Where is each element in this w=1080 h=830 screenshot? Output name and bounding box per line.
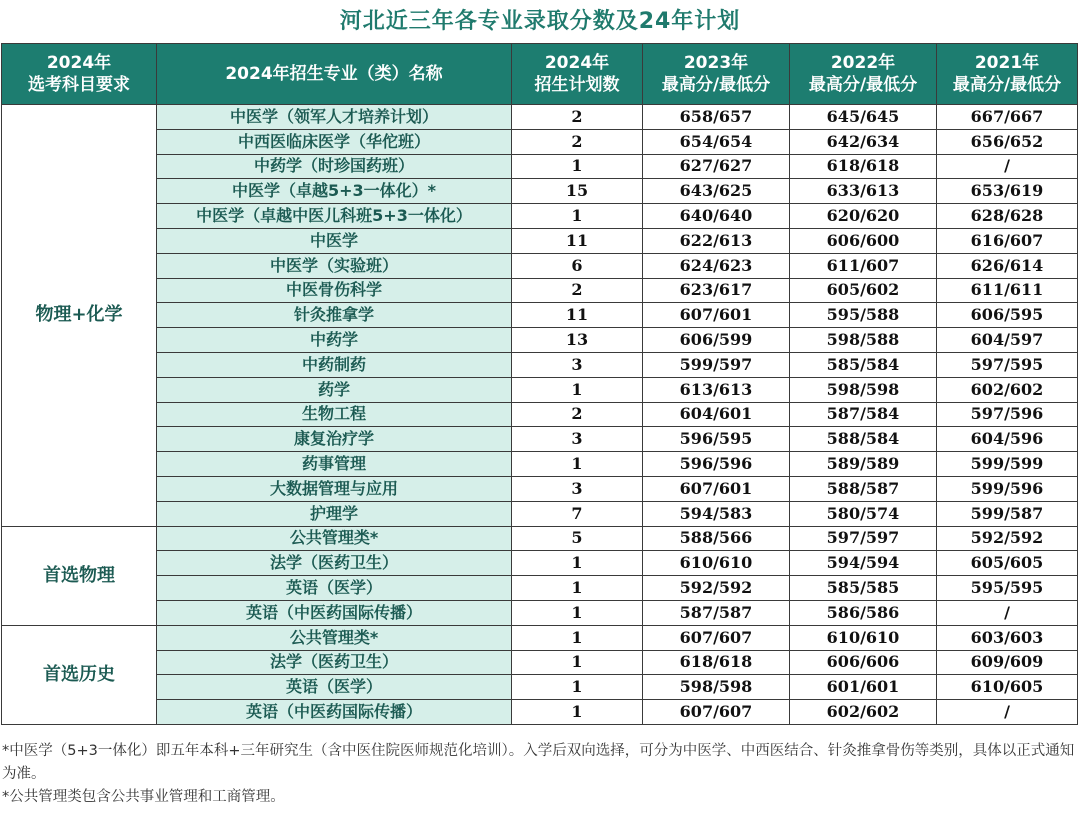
score-2021-cell: 605/605 [937, 551, 1078, 576]
table-row [2, 476, 1078, 501]
score-2023-cell: 607/601 [643, 303, 790, 328]
score-2022-cell: 601/601 [790, 675, 937, 700]
score-2021-cell: 599/599 [937, 452, 1078, 477]
score-2021-cell: 653/619 [937, 179, 1078, 204]
score-2023-cell: 592/592 [643, 576, 790, 601]
table-row [2, 501, 1078, 526]
score-2022-cell: 645/645 [790, 105, 937, 130]
score-2023-cell: 607/601 [643, 476, 790, 501]
plan-cell: 3 [512, 352, 643, 377]
plan-cell: 1 [512, 452, 643, 477]
footnote-2: *公共管理类包含公共事业管理和工商管理。 [2, 789, 285, 805]
table-row [2, 650, 1078, 675]
subject-group-cell: 首选物理 [2, 526, 157, 625]
score-2021-cell: 604/597 [937, 328, 1078, 353]
score-2022-cell: 610/610 [790, 625, 937, 650]
score-2022-cell: 589/589 [790, 452, 937, 477]
score-2023-cell: 607/607 [643, 625, 790, 650]
plan-cell: 1 [512, 204, 643, 229]
subject-group-cell: 首选历史 [2, 625, 157, 724]
header-2022: 2022年 最高分/最低分 [790, 44, 937, 105]
score-2023-cell: 658/657 [643, 105, 790, 130]
plan-cell: 1 [512, 154, 643, 179]
score-2021-cell: 626/614 [937, 253, 1078, 278]
major-cell: 公共管理类* [157, 526, 512, 551]
score-2021-cell: / [937, 700, 1078, 725]
table-row [2, 303, 1078, 328]
plan-cell: 5 [512, 526, 643, 551]
plan-cell: 1 [512, 700, 643, 725]
header-plan: 2024年 招生计划数 [512, 44, 643, 105]
major-cell: 药学 [157, 377, 512, 402]
major-cell: 中药制药 [157, 352, 512, 377]
header-2021: 2021年 最高分/最低分 [937, 44, 1078, 105]
major-cell: 中西医临床医学（华佗班） [157, 129, 512, 154]
score-2021-cell: 610/605 [937, 675, 1078, 700]
table-row [2, 402, 1078, 427]
score-2023-cell: 618/618 [643, 650, 790, 675]
plan-cell: 3 [512, 476, 643, 501]
plan-cell: 1 [512, 377, 643, 402]
plan-cell: 15 [512, 179, 643, 204]
score-2022-cell: 642/634 [790, 129, 937, 154]
score-2023-cell: 588/566 [643, 526, 790, 551]
score-2023-cell: 610/610 [643, 551, 790, 576]
score-2022-cell: 580/574 [790, 501, 937, 526]
subject-group-cell: 物理+化学 [2, 105, 157, 527]
table-row [2, 675, 1078, 700]
plan-cell: 11 [512, 228, 643, 253]
footnote-1: *中医学（5+3一体化）即五年本科+三年研究生（含中医住院医师规范化培训）。入学后双向选择，可分为中医学、中西医结合、针灸推拿骨伤等类别，具体以正式通知为准。 [2, 743, 1075, 782]
table-row [2, 105, 1078, 130]
score-2022-cell: 605/602 [790, 278, 937, 303]
score-2021-cell: 604/596 [937, 427, 1078, 452]
score-2022-cell: 585/584 [790, 352, 937, 377]
table-row [2, 278, 1078, 303]
score-2023-cell: 604/601 [643, 402, 790, 427]
score-2021-cell: 603/603 [937, 625, 1078, 650]
score-2023-cell: 624/623 [643, 253, 790, 278]
plan-cell: 2 [512, 278, 643, 303]
table-row [2, 377, 1078, 402]
score-2022-cell: 588/584 [790, 427, 937, 452]
plan-cell: 1 [512, 551, 643, 576]
major-cell: 中医学 [157, 228, 512, 253]
score-2022-cell: 602/602 [790, 700, 937, 725]
score-2021-cell: 602/602 [937, 377, 1078, 402]
score-2023-cell: 606/599 [643, 328, 790, 353]
admission-table [1, 43, 1078, 725]
table-row [2, 576, 1078, 601]
score-2022-cell: 597/597 [790, 526, 937, 551]
table-row [2, 228, 1078, 253]
score-2022-cell: 587/584 [790, 402, 937, 427]
table-row [2, 129, 1078, 154]
table-row [2, 204, 1078, 229]
table-row [2, 179, 1078, 204]
score-2021-cell: 656/652 [937, 129, 1078, 154]
major-cell: 康复治疗学 [157, 427, 512, 452]
score-2023-cell: 607/607 [643, 700, 790, 725]
major-cell: 中医学（卓越中医儿科班5+3一体化） [157, 204, 512, 229]
plan-cell: 1 [512, 576, 643, 601]
major-cell: 英语（医学） [157, 576, 512, 601]
table-row [2, 700, 1078, 725]
plan-cell: 1 [512, 600, 643, 625]
score-2023-cell: 596/596 [643, 452, 790, 477]
header-subject: 2024年 选考科目要求 [2, 44, 157, 105]
plan-cell: 13 [512, 328, 643, 353]
score-2021-cell: / [937, 154, 1078, 179]
score-2023-cell: 613/613 [643, 377, 790, 402]
score-2022-cell: 618/618 [790, 154, 937, 179]
header-row [2, 44, 1078, 105]
table-row [2, 427, 1078, 452]
score-2021-cell: 616/607 [937, 228, 1078, 253]
score-2022-cell: 598/598 [790, 377, 937, 402]
table-row [2, 526, 1078, 551]
score-2023-cell: 640/640 [643, 204, 790, 229]
plan-cell: 1 [512, 675, 643, 700]
major-cell: 中医学（实验班） [157, 253, 512, 278]
table-header [2, 44, 1078, 105]
table-row [2, 551, 1078, 576]
major-cell: 法学（医药卫生） [157, 551, 512, 576]
major-cell: 中药学（时珍国药班） [157, 154, 512, 179]
plan-cell: 1 [512, 625, 643, 650]
table-row [2, 154, 1078, 179]
major-cell: 英语（中医药国际传播） [157, 700, 512, 725]
score-2022-cell: 620/620 [790, 204, 937, 229]
score-2023-cell: 587/587 [643, 600, 790, 625]
score-2023-cell: 598/598 [643, 675, 790, 700]
major-cell: 大数据管理与应用 [157, 476, 512, 501]
score-2023-cell: 596/595 [643, 427, 790, 452]
score-2021-cell: 599/587 [937, 501, 1078, 526]
major-cell: 英语（中医药国际传播） [157, 600, 512, 625]
major-cell: 中医学（领军人才培养计划） [157, 105, 512, 130]
major-cell: 中医学（卓越5+3一体化）* [157, 179, 512, 204]
header-major: 2024年招生专业（类）名称 [157, 44, 512, 105]
footnotes [2, 740, 1076, 809]
score-2023-cell: 594/583 [643, 501, 790, 526]
major-cell: 英语（医学） [157, 675, 512, 700]
major-cell: 中药学 [157, 328, 512, 353]
score-2023-cell: 643/625 [643, 179, 790, 204]
plan-cell: 11 [512, 303, 643, 328]
table-row [2, 352, 1078, 377]
score-2022-cell: 595/588 [790, 303, 937, 328]
score-2023-cell: 623/617 [643, 278, 790, 303]
score-2023-cell: 599/597 [643, 352, 790, 377]
major-cell: 生物工程 [157, 402, 512, 427]
score-2021-cell: 606/595 [937, 303, 1078, 328]
score-2021-cell: 592/592 [937, 526, 1078, 551]
score-2021-cell: 597/595 [937, 352, 1078, 377]
score-2023-cell: 654/654 [643, 129, 790, 154]
plan-cell: 2 [512, 129, 643, 154]
major-cell: 护理学 [157, 501, 512, 526]
score-2022-cell: 606/600 [790, 228, 937, 253]
table-body [2, 105, 1078, 725]
table-row [2, 452, 1078, 477]
table-row [2, 328, 1078, 353]
plan-cell: 1 [512, 650, 643, 675]
plan-cell: 7 [512, 501, 643, 526]
score-2022-cell: 585/585 [790, 576, 937, 601]
score-2021-cell: 609/609 [937, 650, 1078, 675]
page-title: 河北近三年各专业录取分数及24年计划 [339, 9, 741, 34]
plan-cell: 3 [512, 427, 643, 452]
score-2023-cell: 627/627 [643, 154, 790, 179]
score-2021-cell: 597/596 [937, 402, 1078, 427]
major-cell: 药事管理 [157, 452, 512, 477]
score-2022-cell: 633/613 [790, 179, 937, 204]
table-row [2, 253, 1078, 278]
major-cell: 针灸推拿学 [157, 303, 512, 328]
plan-cell: 2 [512, 105, 643, 130]
score-2021-cell: / [937, 600, 1078, 625]
plan-cell: 6 [512, 253, 643, 278]
score-2021-cell: 595/595 [937, 576, 1078, 601]
score-2022-cell: 594/594 [790, 551, 937, 576]
major-cell: 法学（医药卫生） [157, 650, 512, 675]
score-2023-cell: 622/613 [643, 228, 790, 253]
plan-cell: 2 [512, 402, 643, 427]
table-row [2, 600, 1078, 625]
score-2022-cell: 606/606 [790, 650, 937, 675]
score-2021-cell: 599/596 [937, 476, 1078, 501]
score-2021-cell: 628/628 [937, 204, 1078, 229]
score-2022-cell: 611/607 [790, 253, 937, 278]
score-2021-cell: 611/611 [937, 278, 1078, 303]
score-2022-cell: 586/586 [790, 600, 937, 625]
major-cell: 中医骨伤科学 [157, 278, 512, 303]
score-2022-cell: 598/588 [790, 328, 937, 353]
score-2021-cell: 667/667 [937, 105, 1078, 130]
header-2023: 2023年 最高分/最低分 [643, 44, 790, 105]
table-row [2, 625, 1078, 650]
major-cell: 公共管理类* [157, 625, 512, 650]
score-2022-cell: 588/587 [790, 476, 937, 501]
